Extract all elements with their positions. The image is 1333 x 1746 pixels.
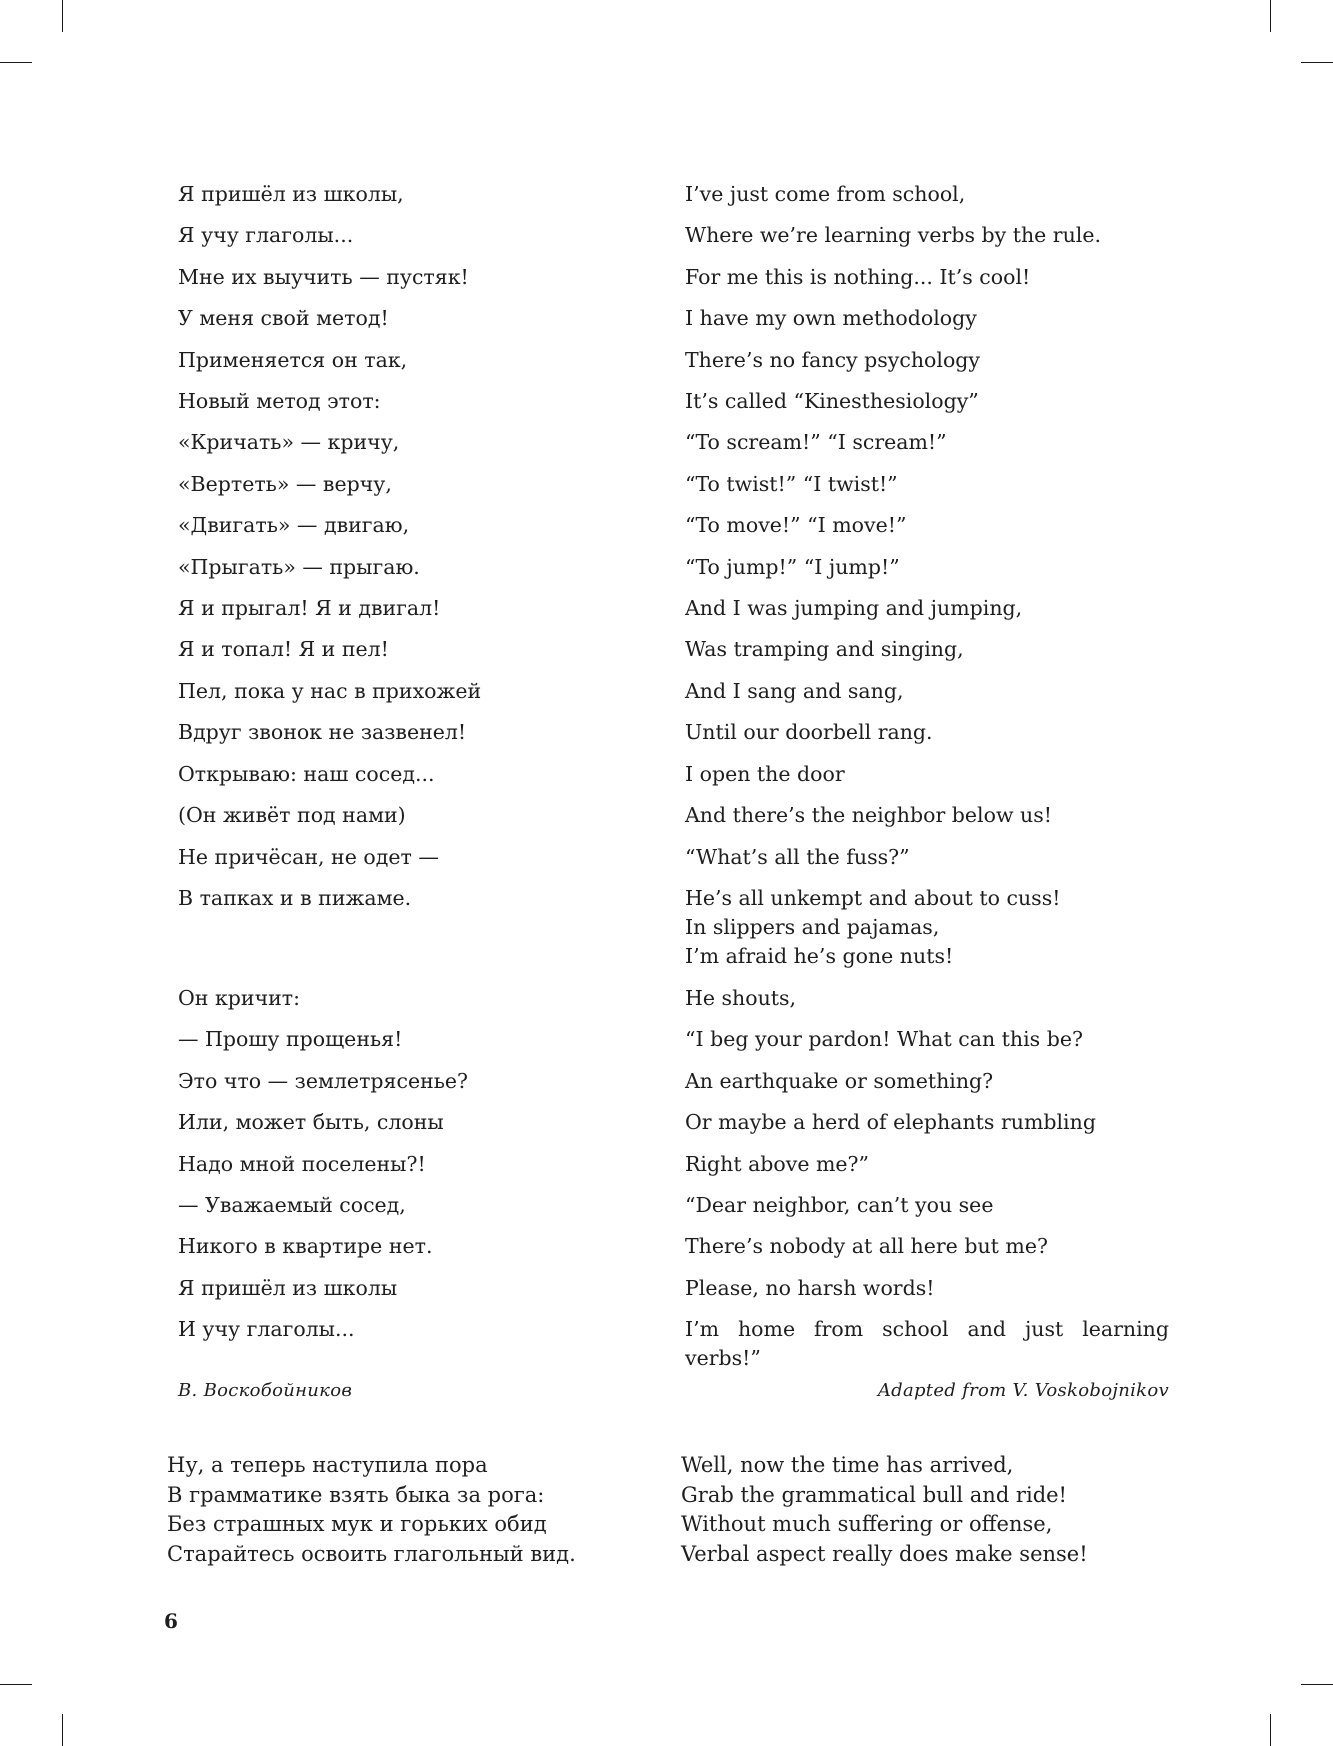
- russian-line: Я пришёл из школы: [178, 1275, 398, 1300]
- poem-line-pair: [178, 878, 1169, 978]
- crop-mark: [1270, 1714, 1271, 1746]
- poem-line-pair: [178, 978, 1169, 1019]
- english-line: I’ve just come from school,: [685, 182, 966, 206]
- poem-line-pair: [178, 795, 1169, 836]
- russian-line: «Двигать» — двигаю,: [178, 513, 410, 538]
- poem-line-pair: [178, 298, 1169, 339]
- poem-line-pair: [178, 588, 1169, 629]
- english-line: Until our doorbell rang.: [685, 720, 933, 745]
- russian-line: Мне их выучить — пустяк!: [178, 264, 469, 289]
- english-line: “Dear neighbor, can’t you see: [685, 1192, 994, 1217]
- verse-line: Verbal aspect really does make sense!: [681, 1541, 1088, 1566]
- crop-mark: [62, 1714, 63, 1746]
- russian-line: Надо мной поселены?!: [178, 1151, 426, 1176]
- poem-line-pair: [178, 1061, 1169, 1102]
- verse-line: Without much suffering or offense,: [681, 1512, 1053, 1536]
- verse-line: Без страшных мук и горьких обид: [167, 1512, 547, 1536]
- russian-line: Пел, пока у нас в прихожей: [178, 678, 482, 703]
- russian-line: «Вертеть» — верчу,: [178, 471, 392, 496]
- english-line: “What’s all the fuss?”: [685, 844, 910, 869]
- poem-line-pair: [178, 381, 1169, 422]
- poem-line-pair: [178, 174, 1169, 215]
- poem-line-pair: [178, 712, 1169, 753]
- english-line: “To scream!” “I scream!”: [685, 430, 947, 455]
- english-line: And I sang and sang,: [685, 678, 904, 703]
- poem-line-pair: [178, 837, 1169, 878]
- verse-line: Well, now the time has arrived,: [681, 1453, 1014, 1477]
- poem-line-pair: [178, 257, 1169, 298]
- russian-line: «Прыгать» — прыгаю.: [178, 554, 420, 579]
- poem-line-pair: [178, 547, 1169, 588]
- english-line: There’s nobody at all here but me?: [685, 1234, 1048, 1259]
- russian-line: В тапках и в пижаме.: [178, 885, 412, 910]
- poem-line-pair: [178, 340, 1169, 381]
- russian-line: И учу глаголы...: [178, 1317, 355, 1342]
- english-line: “I beg your pardon! What can this be?: [685, 1027, 1083, 1052]
- poem-line-pair: [178, 1185, 1169, 1226]
- poem-line-pair: [178, 1309, 1169, 1379]
- page-number: 6: [164, 1609, 178, 1633]
- crop-mark: [1301, 62, 1333, 63]
- english-line: I’m home from school and just learning verbs!”: [685, 1317, 1169, 1371]
- poem-line-pair: [178, 629, 1169, 670]
- poem-attribution: [178, 1380, 1169, 1410]
- english-line: Where we’re learning verbs by the rule.: [685, 223, 1101, 248]
- english-subline: In slippers and pajamas,: [685, 914, 940, 939]
- bilingual-poem: [178, 174, 1169, 1379]
- english-line: For me this is nothing... It’s cool!: [685, 264, 1031, 289]
- russian-line: «Кричать» — кричу,: [178, 430, 400, 455]
- closing-verse-russian: [167, 1451, 576, 1569]
- russian-line: Я пришёл из школы,: [178, 182, 404, 206]
- russian-line: Вдруг звонок не зазвенел!: [178, 720, 467, 745]
- russian-line: Я и прыгал! Я и двигал!: [178, 596, 441, 621]
- english-line: And there’s the neighbor below us!: [685, 803, 1052, 828]
- verse-line: Ну, а теперь наступила пора: [167, 1453, 488, 1477]
- english-line: “To jump!” “I jump!”: [685, 554, 900, 579]
- russian-line: Открываю: наш сосед...: [178, 761, 435, 786]
- crop-mark: [62, 0, 63, 32]
- verse-line: Старайтесь освоить глагольный вид.: [167, 1541, 576, 1566]
- english-line: “To move!” “I move!”: [685, 513, 907, 538]
- poem-line-pair: [178, 1019, 1169, 1060]
- verse-line: Grab the grammatical bull and ride!: [681, 1482, 1067, 1507]
- english-subline: I’m afraid he’s gone nuts!: [685, 943, 954, 968]
- russian-line: Я учу глаголы...: [178, 223, 354, 248]
- english-line: Please, no harsh words!: [685, 1275, 935, 1300]
- closing-verse-english: [681, 1451, 1088, 1569]
- english-line: “To twist!” “I twist!”: [685, 471, 898, 496]
- poem-line-pair: [178, 215, 1169, 256]
- poem-line-pair: [178, 422, 1169, 463]
- crop-mark: [1301, 1684, 1333, 1685]
- poem-line-pair: [178, 505, 1169, 546]
- poem-line-pair: [178, 754, 1169, 795]
- english-subline: He’s all unkempt and about to cuss!: [685, 885, 1061, 910]
- crop-mark: [0, 1684, 32, 1685]
- poem-line-pair: [178, 1102, 1169, 1143]
- russian-line: Не причёсан, не одет —: [178, 844, 439, 869]
- russian-line: — Прошу прощенья!: [178, 1027, 403, 1052]
- english-line: I open the door: [685, 761, 845, 786]
- poem-line-pair: [178, 1268, 1169, 1309]
- verse-line: В грамматике взять быка за рога:: [167, 1482, 545, 1507]
- english-line: Or maybe a herd of elephants rumbling: [685, 1110, 1096, 1135]
- attribution-russian: В. Воскобойников: [178, 1380, 353, 1401]
- english-line: He shouts,: [685, 985, 797, 1010]
- crop-mark: [1270, 0, 1271, 32]
- russian-line: Я и топал! Я и пел!: [178, 637, 389, 662]
- english-line: Was tramping and singing,: [685, 637, 964, 662]
- english-line: I have my own methodology: [685, 306, 977, 331]
- poem-line-pair: [178, 671, 1169, 712]
- russian-line: Применяется он так,: [178, 347, 408, 372]
- english-line: An earthquake or something?: [685, 1068, 994, 1093]
- english-line: And I was jumping and jumping,: [685, 596, 1023, 621]
- english-line: Right above me?”: [685, 1151, 870, 1176]
- poem-line-pair: [178, 1226, 1169, 1267]
- russian-line: (Он живёт под нами): [178, 803, 406, 828]
- russian-line: У меня свой метод!: [178, 306, 389, 331]
- attribution-english: Adapted from V. Voskobojnikov: [877, 1380, 1169, 1401]
- russian-line: Новый метод этот:: [178, 389, 381, 414]
- crop-mark: [0, 62, 32, 63]
- russian-line: — Уважаемый сосед,: [178, 1192, 406, 1217]
- poem-line-pair: [178, 1144, 1169, 1185]
- russian-line: Он кричит:: [178, 985, 301, 1010]
- russian-line: Или, может быть, слоны: [178, 1110, 444, 1135]
- english-line: [685, 878, 1169, 978]
- english-line: It’s called “Kinesthesiology”: [685, 389, 979, 414]
- english-line: There’s no fancy psychology: [685, 347, 980, 372]
- poem-line-pair: [178, 464, 1169, 505]
- russian-line: Это что — землетрясенье?: [178, 1068, 469, 1093]
- russian-line: Никого в квартире нет.: [178, 1234, 433, 1259]
